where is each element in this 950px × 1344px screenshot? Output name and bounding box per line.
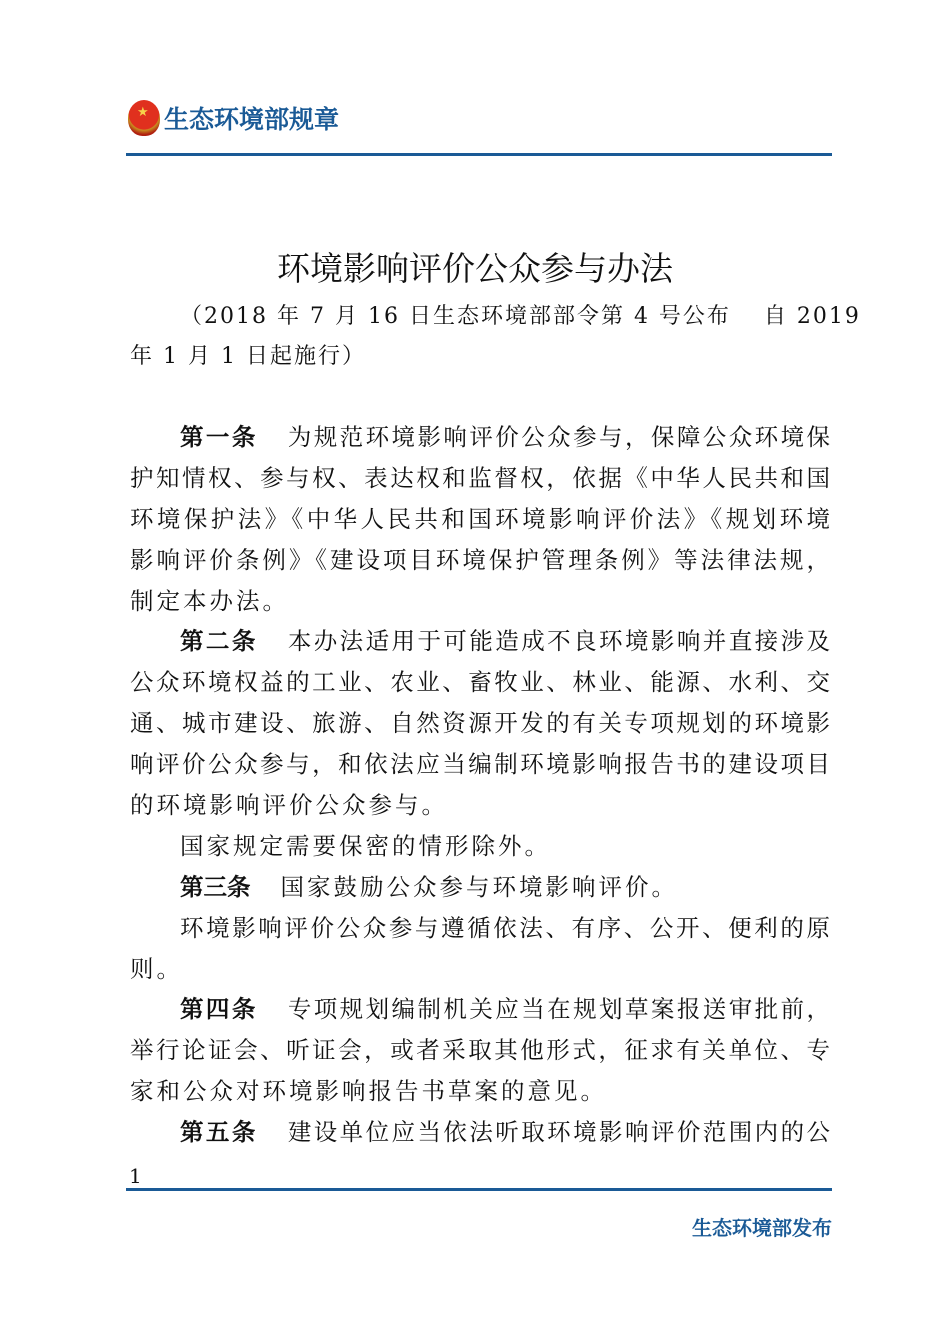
text-line [130, 458, 830, 499]
line-text: 通、城市建设、旅游、自然资源开发的有关专项规划的环境影 [130, 709, 830, 738]
header-title: 生态环境部规章 [164, 105, 340, 134]
text-line [130, 621, 830, 662]
text-line [130, 703, 830, 744]
line-text: 家和公众对环境影响报告书草案的意见。 [130, 1077, 607, 1106]
text-line [130, 744, 830, 785]
text-line [130, 785, 830, 826]
line-text: 公众环境权益的工业、农业、畜牧业、林业、能源、水利、交 [130, 668, 830, 697]
text-line [130, 417, 830, 458]
subtitle-line: （2018 年 7 月 16 日生态环境部部令第 4 号公布 自 2019 [180, 304, 861, 329]
line-text: 则。 [130, 954, 183, 983]
line-text: 制定本办法。 [130, 586, 289, 615]
text-line [130, 1030, 830, 1071]
line-text: 环境影响评价公众参与遵循依法、有序、公开、便利的原 [180, 913, 830, 942]
footer-divider [126, 1188, 832, 1191]
line-text: 环境保护法》《中华人民共和国环境影响评价法》《规划环境 [130, 504, 830, 533]
text-line [130, 662, 830, 703]
line-text: 举行论证会、听证会，或者采取其他形式，征求有关单位、专 [130, 1036, 830, 1065]
document-body [130, 417, 830, 1153]
article-label: 第二条 [180, 627, 258, 656]
text-line [130, 581, 830, 622]
line-text: 响评价公众参与，和依法应当编制环境影响报告书的建设项目 [130, 750, 830, 779]
line-text: 的环境影响评价公众参与。 [130, 791, 448, 820]
line-text: 国家鼓励公众参与环境影响评价。 [280, 872, 678, 901]
header-divider [126, 153, 832, 156]
article-label: 第五条 [180, 1118, 258, 1147]
page-header [128, 100, 339, 136]
text-line [130, 826, 830, 867]
line-text: 护知情权、参与权、表达权和监督权，依据《中华人民共和国 [130, 463, 830, 492]
text-line [130, 1112, 830, 1153]
line-text: 建设单位应当依法听取环境影响评价范围内的公 [287, 1118, 830, 1147]
page-number: 1 [129, 1164, 142, 1188]
article-label: 第一条 [180, 423, 258, 451]
line-text: 本办法适用于可能造成不良环境影响并直接涉及 [287, 627, 830, 656]
document-title: 环境影响评价公众参与办法 [277, 249, 673, 288]
line-text: 为规范环境影响评价公众参与，保障公众环境保 [287, 423, 830, 451]
article-label: 第四条 [180, 995, 258, 1024]
text-line [130, 989, 830, 1030]
line-text: 国家规定需要保密的情形除外。 [180, 831, 551, 860]
national-emblem-icon [128, 100, 160, 136]
subtitle-line: 年 1 月 1 日起施行） [130, 344, 366, 369]
text-line [130, 867, 830, 908]
text-line [130, 949, 830, 990]
article-label: 第三条 [180, 872, 251, 901]
footer-publisher: 生态环境部发布 [692, 1216, 832, 1240]
line-text: 专项规划编制机关应当在规划草案报送审批前， [287, 995, 830, 1024]
text-line [130, 1071, 830, 1112]
text-line [130, 908, 830, 949]
line-text: 影响评价条例》《建设项目环境保护管理条例》等法律法规， [130, 545, 830, 574]
text-line [130, 540, 830, 581]
text-line [130, 499, 830, 540]
document-subtitle [130, 297, 861, 377]
